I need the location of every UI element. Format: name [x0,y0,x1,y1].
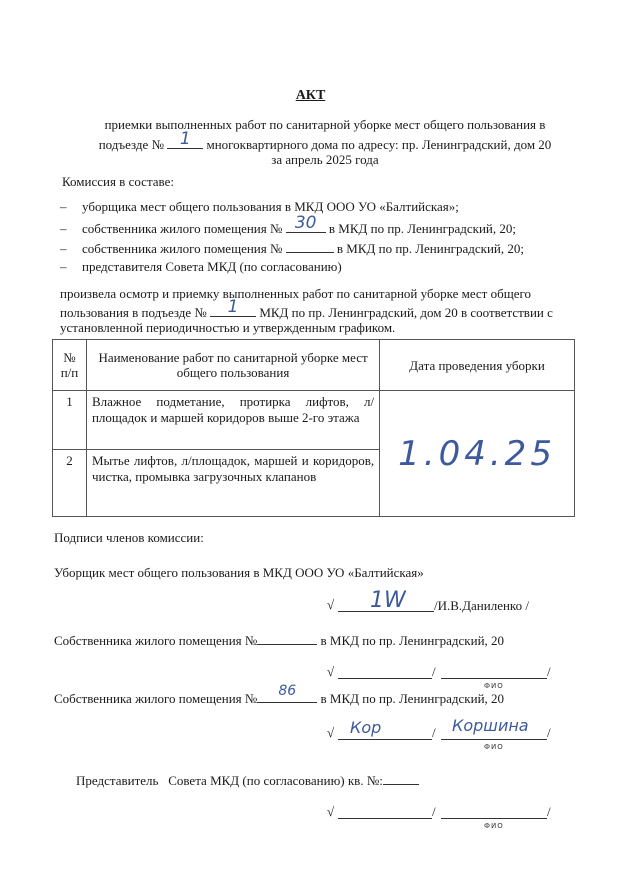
header-number: № п/п [53,340,87,391]
checkmark: √ [327,725,335,740]
slash: / [432,664,436,679]
header-line-2 [60,129,590,153]
signatures-heading: Подписи членов комиссии: [54,530,204,545]
apartment-number-field [257,683,317,703]
name-line [441,739,547,740]
commission-item-text: в МКД по пр. Ленинградский, 20; [336,241,525,256]
commission-item-council [60,259,342,275]
row-number: 2 [53,450,87,517]
header-period: за апрель 2025 года [271,152,379,167]
date-cell [380,391,575,517]
entrance-number-field [167,129,203,149]
apartment-number-field [383,771,419,785]
table-header-row [53,340,575,391]
owner-2-signature: Кор [350,718,382,737]
name-line [441,818,547,819]
row-work-name: Влажное подметание, протирка лифтов, л/площадок и маршей коридоров выше 2-го этажа [86,391,379,450]
commission-item-cleaner [60,199,459,215]
slash: / [432,804,436,819]
fio-caption: ФИО [484,682,504,690]
slash: / [547,725,551,740]
cleaner-name: /И.В.Даниленко / [434,598,529,613]
owner-address-text: в МКД по пр. Ленинградский, 20 [320,633,505,648]
apartment-number-field [286,213,326,233]
dash-marker: – [60,221,67,236]
entrance-number-field [210,297,256,317]
row-number: 1 [53,391,87,450]
paragraph-line-2 [60,297,553,321]
dash-marker: – [60,199,67,214]
header-work-name: Наименование работ по санитарной уборке мест общего пользования [86,340,379,391]
table-row [53,391,575,450]
representative-label [76,771,419,789]
owner-label-text: Собственника жилого помещения № [54,633,258,648]
commission-item-owner-1 [60,213,517,237]
works-table [52,339,575,517]
apartment-number-handwritten: 86 [278,683,297,699]
cleaner-signature: 1W [370,588,406,613]
owner-1-label [54,631,504,649]
header-line-1: приемки выполненных работ по санитарной уборке мест общего пользования в [104,117,546,132]
commission-item-text: уборщика мест общего пользования в МКД ООО УО «Балтийская»; [82,199,459,214]
checkmark: √ [327,664,335,679]
fio-caption: ФИО [484,743,504,751]
paragraph-line-1: произвела осмотр и приемку выполненных работ по санитарной уборке мест общего [60,286,532,301]
owner-2-name-handwritten: Коршина [452,716,529,735]
representative-text: Совета МКД (по согласованию) кв. №: [168,773,383,788]
cleaner-label: Уборщик мест общего пользования в МКД ООО УО «Балтийская» [54,565,424,580]
signature-line [338,678,432,679]
owner-address-text: в МКД по пр. Ленинградский, 20 [320,691,505,706]
signature-line [338,818,432,819]
apartment-number-field [257,631,317,645]
paragraph-address: МКД по пр. Ленинградский, дом 20 в соответствии с [259,305,553,320]
fio-caption: ФИО [484,822,504,830]
entrance-number-handwritten: 1 [227,297,239,317]
commission-item-text: собственника жилого помещения № [82,221,283,236]
slash: / [547,664,551,679]
house-address: многоквартирного дома по адресу: пр. Ленинградский, дом 20 [206,137,552,152]
header-date: Дата проведения уборки [380,340,575,391]
slash: / [547,804,551,819]
date-handwritten: 1.04.25 [398,433,556,474]
commission-label: Комиссия в составе: [62,174,174,189]
entrance-label: подъезде № [98,137,164,152]
dash-marker: – [60,241,67,256]
commission-item-text: в МКД по пр. Ленинградский, 20; [328,221,517,236]
act-title: АКТ [295,88,326,103]
name-line [441,678,547,679]
paragraph-line-3: установленной периодичностью и утвержденным графиком. [60,320,396,335]
apartment-number-field [286,239,334,253]
representative-title: Представитель [76,773,159,788]
checkmark: √ [327,597,335,612]
paragraph-entrance-label: пользования в подъезде № [60,305,207,320]
apartment-number-handwritten: 30 [294,213,317,233]
commission-item-owner-2 [60,239,524,257]
commission-item-text: представителя Совета МКД (по согласованию) [82,259,342,274]
signature-line [338,739,432,740]
dash-marker: – [60,259,67,274]
owner-label-text: Собственника жилого помещения № [54,691,258,706]
row-work-name: Мытье лифтов, л/площадок, маршей и коридоров, чистка, промывка загрузочных клапанов [86,450,379,517]
entrance-number-handwritten: 1 [179,129,191,149]
commission-item-text: собственника жилого помещения № [82,241,283,256]
slash: / [432,725,436,740]
checkmark: √ [327,804,335,819]
